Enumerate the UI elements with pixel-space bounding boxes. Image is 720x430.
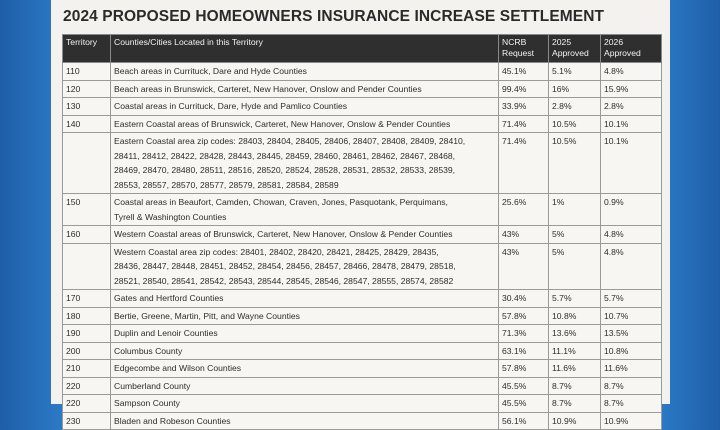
counties-line: Tyrell & Washington Counties: [114, 211, 227, 222]
approved-2026-cell: 4.8%: [601, 226, 662, 244]
approved-2026-cell: 10.9%: [601, 412, 662, 430]
table-row: [63, 226, 662, 244]
approved-2025-cell: 5.7%: [549, 290, 601, 308]
approved-2026-cell: 5.7%: [601, 290, 662, 308]
ncrb-request-cell: 45.5%: [499, 377, 549, 395]
table-row: [63, 325, 662, 343]
counties-cell: Bertie, Greene, Martin, Pitt, and Wayne Counties: [111, 307, 499, 325]
approved-2026-cell: 4.8%: [601, 243, 662, 290]
counties-cell: Gates and Hertford Counties: [111, 290, 499, 308]
approved-2025-cell: 8.7%: [549, 377, 601, 395]
page-title: 2024 PROPOSED HOMEOWNERS INSURANCE INCREASE SETTLEMENT: [63, 8, 605, 25]
counties-line: Eastern Coastal area zip codes: 28403, 28404, 28405, 28406, 28407, 28408, 28409, 28410,: [114, 136, 466, 146]
header-2025-approved: 2025 Approved: [549, 35, 601, 63]
table-row: [63, 194, 662, 226]
ncrb-request-cell: 71.4%: [499, 115, 549, 133]
table-row: [63, 360, 662, 378]
counties-cell: Sampson County: [111, 395, 499, 413]
counties-line: 28469, 28470, 28480, 28511, 28516, 28520, 28524, 28528, 28531, 28532, 28533, 28539,: [114, 165, 456, 175]
ncrb-request-cell: 56.1%: [499, 412, 549, 430]
counties-cell: [111, 194, 499, 226]
table-row: [63, 307, 662, 325]
ncrb-request-cell: 57.8%: [499, 360, 549, 378]
approved-2025-cell: 8.7%: [549, 395, 601, 413]
territory-cell: 120: [63, 80, 111, 98]
table-row: [63, 63, 662, 81]
counties-cell: [111, 133, 499, 194]
header-counties: Counties/Cities Located in this Territory: [111, 35, 499, 63]
territory-cell: 200: [63, 342, 111, 360]
approved-2026-cell: 15.9%: [601, 80, 662, 98]
ncrb-request-cell: 25.6%: [499, 194, 549, 226]
ncrb-request-cell: 33.9%: [499, 98, 549, 116]
approved-2025-cell: 16%: [549, 80, 601, 98]
approved-2026-cell: 2.8%: [601, 98, 662, 116]
table-row: [63, 377, 662, 395]
ncrb-request-cell: 45.5%: [499, 395, 549, 413]
ncrb-request-cell: 45.1%: [499, 63, 549, 81]
approved-2025-cell: 11.6%: [549, 360, 601, 378]
counties-cell: Beach areas in Currituck, Dare and Hyde Counties: [111, 63, 499, 81]
document-page: [51, 0, 670, 426]
counties-cell: Edgecombe and Wilson Counties: [111, 360, 499, 378]
territory-cell: 180: [63, 307, 111, 325]
counties-line: Western Coastal area zip codes: 28401, 28402, 28420, 28421, 28425, 28429, 28435,: [114, 246, 439, 257]
table-row: [63, 342, 662, 360]
ncrb-request-cell: 30.4%: [499, 290, 549, 308]
approved-2025-cell: 10.8%: [549, 307, 601, 325]
approved-2026-cell: 4.8%: [601, 63, 662, 81]
approved-2026-cell: 10.7%: [601, 307, 662, 325]
territory-cell: 220: [63, 377, 111, 395]
table-row: [63, 290, 662, 308]
counties-cell: Eastern Coastal areas of Brunswick, Carteret, New Hanover, Onslow & Pender Counties: [111, 115, 499, 133]
counties-cell: [111, 243, 499, 290]
approved-2026-cell: 11.6%: [601, 360, 662, 378]
counties-cell: Beach areas in Brunswick, Carteret, New Hanover, Onslow and Pender Counties: [111, 80, 499, 98]
approved-2026-cell: 13.5%: [601, 325, 662, 343]
table-row: [63, 395, 662, 413]
header-territory: Territory: [63, 35, 111, 63]
rate-table: [62, 34, 662, 430]
table-row: [63, 98, 662, 116]
territory-cell: 190: [63, 325, 111, 343]
table-header-row: [63, 35, 662, 63]
territory-cell: 210: [63, 360, 111, 378]
approved-2025-cell: 11.1%: [549, 342, 601, 360]
territory-cell: 140: [63, 115, 111, 133]
approved-2026-cell: 10.1%: [601, 115, 662, 133]
approved-2025-cell: 5%: [549, 226, 601, 244]
ncrb-request-cell: 63.1%: [499, 342, 549, 360]
table-row: [63, 243, 662, 290]
approved-2026-cell: 10.1%: [601, 133, 662, 194]
approved-2026-cell: 8.7%: [601, 377, 662, 395]
table-row: [63, 412, 662, 430]
approved-2025-cell: 2.8%: [549, 98, 601, 116]
territory-cell: [63, 133, 111, 194]
approved-2025-cell: 10.9%: [549, 412, 601, 430]
header-2026-approved: 2026 Approved: [601, 35, 662, 63]
counties-line: 28521, 28540, 28541, 28542, 28543, 28544, 28545, 28546, 28547, 28555, 28574, 28582: [114, 275, 454, 286]
counties-cell: Cumberland County: [111, 377, 499, 395]
territory-cell: 110: [63, 63, 111, 81]
approved-2025-cell: 1%: [549, 194, 601, 226]
ncrb-request-cell: 43%: [499, 226, 549, 244]
approved-2025-cell: 5%: [549, 243, 601, 290]
territory-cell: 220: [63, 395, 111, 413]
approved-2025-cell: 10.5%: [549, 115, 601, 133]
counties-cell: Coastal areas in Currituck, Dare, Hyde and Pamlico Counties: [111, 98, 499, 116]
table-row: [63, 133, 662, 194]
table-row: [63, 80, 662, 98]
table-row: [63, 115, 662, 133]
approved-2025-cell: 13.6%: [549, 325, 601, 343]
counties-line: 28411, 28412, 28422, 28428, 28443, 28445, 28459, 28460, 28461, 28462, 28467, 28468,: [114, 150, 456, 161]
approved-2025-cell: 5.1%: [549, 63, 601, 81]
approved-2025-cell: 10.5%: [549, 133, 601, 194]
approved-2026-cell: 0.9%: [601, 194, 662, 226]
territory-cell: 160: [63, 226, 111, 244]
ncrb-request-cell: 71.3%: [499, 325, 549, 343]
counties-line: 28436, 28447, 28448, 28451, 28452, 28454, 28456, 28457, 28466, 28478, 28479, 28518,: [114, 261, 456, 271]
counties-cell: Western Coastal areas of Brunswick, Carteret, New Hanover, Onslow & Pender Counties: [111, 226, 499, 244]
counties-cell: Bladen and Robeson Counties: [111, 412, 499, 430]
counties-line: 28553, 28557, 28570, 28577, 28579, 28581, 28584, 28589: [114, 179, 339, 190]
header-ncrb-request: NCRB Request: [499, 35, 549, 63]
territory-cell: [63, 243, 111, 290]
counties-line: Coastal areas in Beaufort, Camden, Chowan, Craven, Jones, Pasquotank, Perquimans,: [114, 197, 448, 207]
territory-cell: 230: [63, 412, 111, 430]
ncrb-request-cell: 71.4%: [499, 133, 549, 194]
ncrb-request-cell: 99.4%: [499, 80, 549, 98]
ncrb-request-cell: 57.8%: [499, 307, 549, 325]
approved-2026-cell: 10.8%: [601, 342, 662, 360]
ncrb-request-cell: 43%: [499, 243, 549, 290]
territory-cell: 170: [63, 290, 111, 308]
approved-2026-cell: 8.7%: [601, 395, 662, 413]
territory-cell: 130: [63, 98, 111, 116]
territory-cell: 150: [63, 194, 111, 226]
counties-cell: Columbus County: [111, 342, 499, 360]
counties-cell: Duplin and Lenoir Counties: [111, 325, 499, 343]
